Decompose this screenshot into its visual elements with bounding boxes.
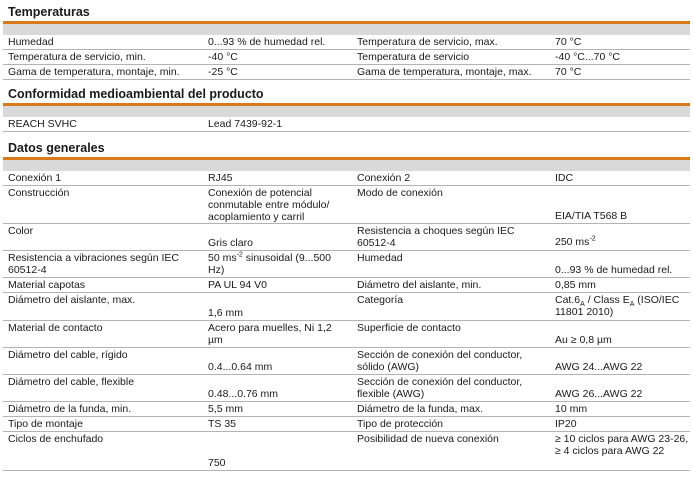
table-row (3, 402, 690, 417)
label: Humedad (8, 36, 54, 48)
label: Tipo de montaje (8, 418, 83, 430)
label: Categoría (357, 294, 404, 306)
section-spacer (3, 106, 690, 117)
value: Gris claro (208, 237, 253, 249)
label: Tipo de protección (357, 418, 443, 430)
value: Lead 7439-92-1 (208, 118, 283, 130)
value: AWG 26...AWG 22 (555, 388, 643, 400)
value: Conexión de potencial conmutable entre módulo/ acoplamiento y carril (208, 187, 330, 223)
label: Temperatura de servicio (357, 51, 470, 63)
label: REACH SVHC (8, 118, 77, 130)
label: Material de contacto (8, 322, 103, 334)
label: Material capotas (8, 279, 86, 291)
label: Conexión 1 (8, 172, 62, 184)
label: Ciclos de enchufado (8, 433, 104, 445)
table-row (3, 251, 690, 278)
label: Color (8, 225, 34, 237)
table-row (3, 224, 690, 251)
label: Modo de conexión (357, 187, 443, 199)
table-row (3, 186, 690, 224)
value (555, 236, 690, 248)
value: 0.4...0.64 mm (208, 361, 273, 373)
value-main: 250 ms (555, 236, 590, 248)
label: Superficie de contacto (357, 322, 461, 334)
label: Sección de conexión del conductor, sólido (AWG) (357, 349, 523, 373)
label: Diámetro del aislante, min. (357, 279, 482, 291)
value: AWG 24...AWG 22 (555, 361, 643, 373)
section-title-datos-generales: Datos generales (8, 141, 105, 155)
label: Diámetro de la funda, max. (357, 403, 484, 415)
table-row (3, 293, 690, 321)
label: Diámetro de la funda, min. (8, 403, 132, 415)
table-row (3, 171, 690, 186)
value: 70 °C (555, 66, 582, 78)
value: TS 35 (208, 418, 237, 430)
label: Resistencia a vibraciones según IEC 60512-4 (8, 252, 180, 276)
value: -40 °C (208, 51, 238, 63)
label: Temperatura de servicio, min. (8, 51, 146, 63)
label: Temperatura de servicio, max. (357, 36, 498, 48)
value: 0.48...0.76 mm (208, 388, 279, 400)
value: ≥ 10 ciclos para AWG 23-26, ≥ 4 ciclos para AWG 22 (555, 433, 689, 457)
table-row (3, 35, 690, 50)
value: 70 °C (555, 36, 582, 48)
table-row (3, 417, 690, 432)
label: Diámetro del cable, flexible (8, 376, 135, 388)
table-row (3, 321, 690, 348)
label: Construcción (8, 187, 70, 199)
value: IP20 (555, 418, 577, 430)
value: Acero para muelles, Ni 1,2 µm (208, 322, 332, 346)
value: -25 °C (208, 66, 238, 78)
table-row (3, 348, 690, 375)
value: EIA/TIA T568 B (555, 210, 628, 222)
value: PA UL 94 V0 (208, 279, 267, 291)
value: 750 (208, 457, 226, 469)
section-spacer (3, 160, 690, 171)
section-spacer (3, 24, 690, 35)
table-row (3, 278, 690, 293)
table-row (3, 432, 690, 471)
label: Gama de temperatura, montaje, max. (357, 66, 532, 78)
label: Resistencia a choques según IEC 60512-4 (357, 225, 515, 249)
table-row (3, 117, 690, 132)
label: Posibilidad de nueva conexión (357, 433, 499, 445)
label: Humedad (357, 252, 403, 264)
value: 10 mm (555, 403, 588, 415)
value: -40 °C...70 °C (555, 51, 621, 63)
table-row (3, 375, 690, 402)
value: 50 $ms^{-2}$ sinusoidal (9...500 Hz) (208, 251, 331, 276)
value: RJ45 (208, 172, 233, 184)
label: Conexión 2 (357, 172, 411, 184)
label: Gama de temperatura, montaje, min. (8, 66, 180, 78)
value: 0...93 % de humedad rel. (555, 264, 673, 276)
value: 0,85 mm (555, 279, 596, 291)
value: 5,5 mm (208, 403, 244, 415)
label: Sección de conexión del conductor, flexible (AWG) (357, 376, 523, 400)
value: 0...93 % de humedad rel. (208, 36, 326, 48)
label: Diámetro del aislante, max. (8, 294, 136, 306)
label: Diámetro del cable, rígido (8, 349, 128, 361)
table-row (3, 50, 690, 65)
value-exponent: -2 (589, 235, 596, 243)
section-title-conformidad: Conformidad medioambiental del producto (8, 87, 264, 101)
value: Au ≥ 0,8 µm (555, 334, 612, 346)
section-title-temperaturas: Temperaturas (8, 5, 90, 19)
value: $Cat.6_A$ / Class $E_A$ (ISO/IEC 11801 2010) (555, 294, 680, 318)
value: 1,6 mm (208, 307, 244, 319)
table-row (3, 65, 690, 80)
value: IDC (555, 172, 574, 184)
